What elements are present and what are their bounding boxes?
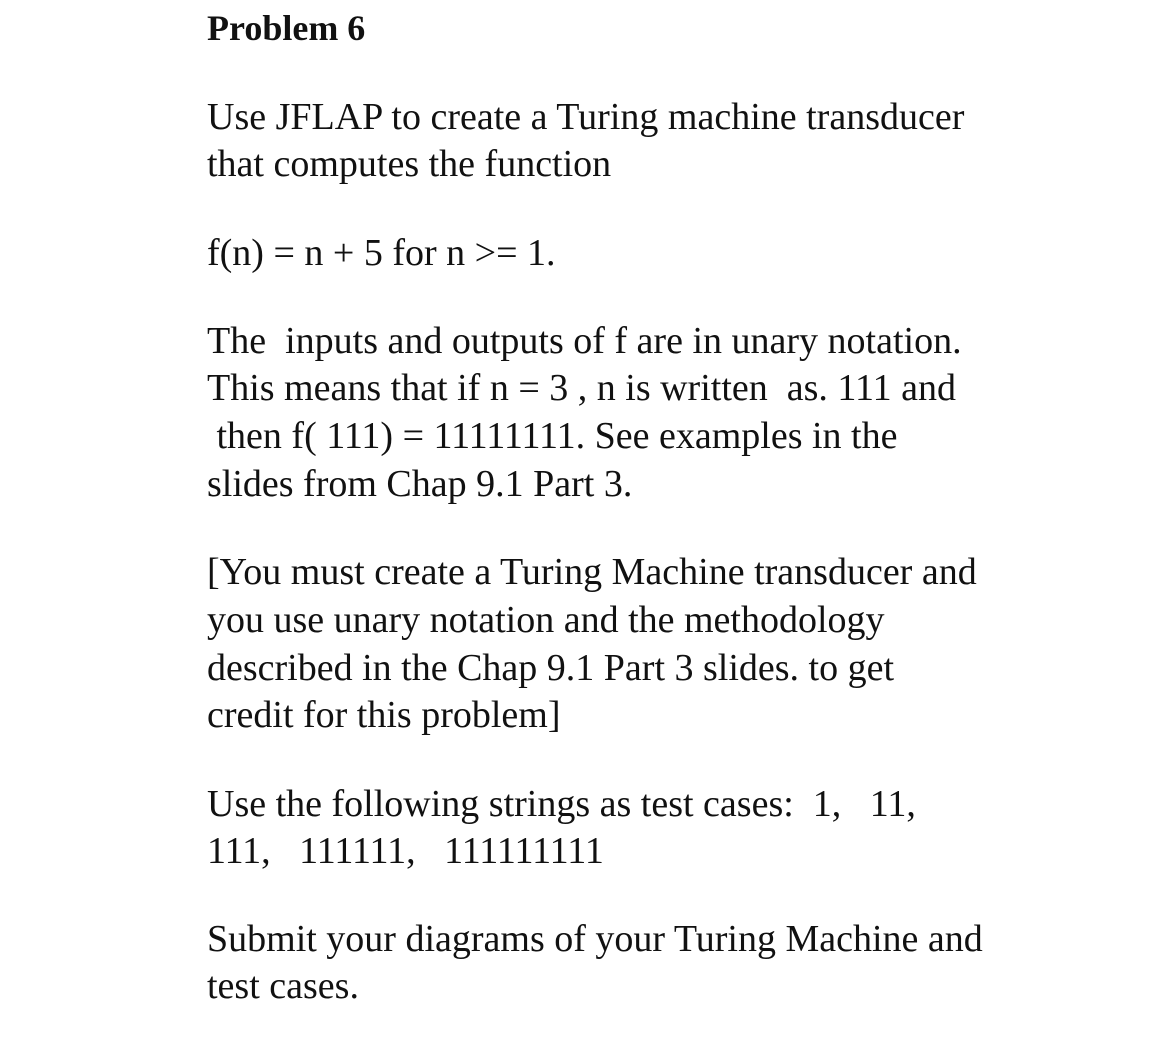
notation-line-4: slides from Chap 9.1 Part 3. — [207, 463, 633, 505]
submit-line-2: test cases. — [207, 965, 359, 1007]
problem-title: Problem 6 — [207, 8, 366, 48]
requirement-line-2: you use unary notation and the methodology — [207, 599, 885, 641]
notation-line-3: then f( 111) = 11111111. See examples in the — [207, 415, 898, 457]
test-cases-line-2: 111, 111111, 111111111 — [207, 830, 604, 872]
intro-line-1: Use JFLAP to create a Turing machine transducer — [207, 96, 965, 138]
submit-line-1: Submit your diagrams of your Turing Machine and — [207, 918, 983, 960]
function-definition: f(n) = n + 5 for n >= 1. — [207, 232, 556, 274]
notation-line-2: This means that if n = 3 , n is written as. 111 and — [207, 367, 956, 409]
requirement-line-4: credit for this problem] — [207, 694, 561, 736]
test-cases-line-1: Use the following strings as test cases: 1, 11, — [207, 783, 916, 825]
intro-line-2: that computes the function — [207, 143, 612, 185]
requirement-line-3: described in the Chap 9.1 Part 3 slides. to get — [207, 647, 895, 689]
notation-line-1: The inputs and outputs of f are in unary notation. — [207, 320, 962, 362]
requirement-line-1: [You must create a Turing Machine transducer and — [207, 551, 977, 593]
